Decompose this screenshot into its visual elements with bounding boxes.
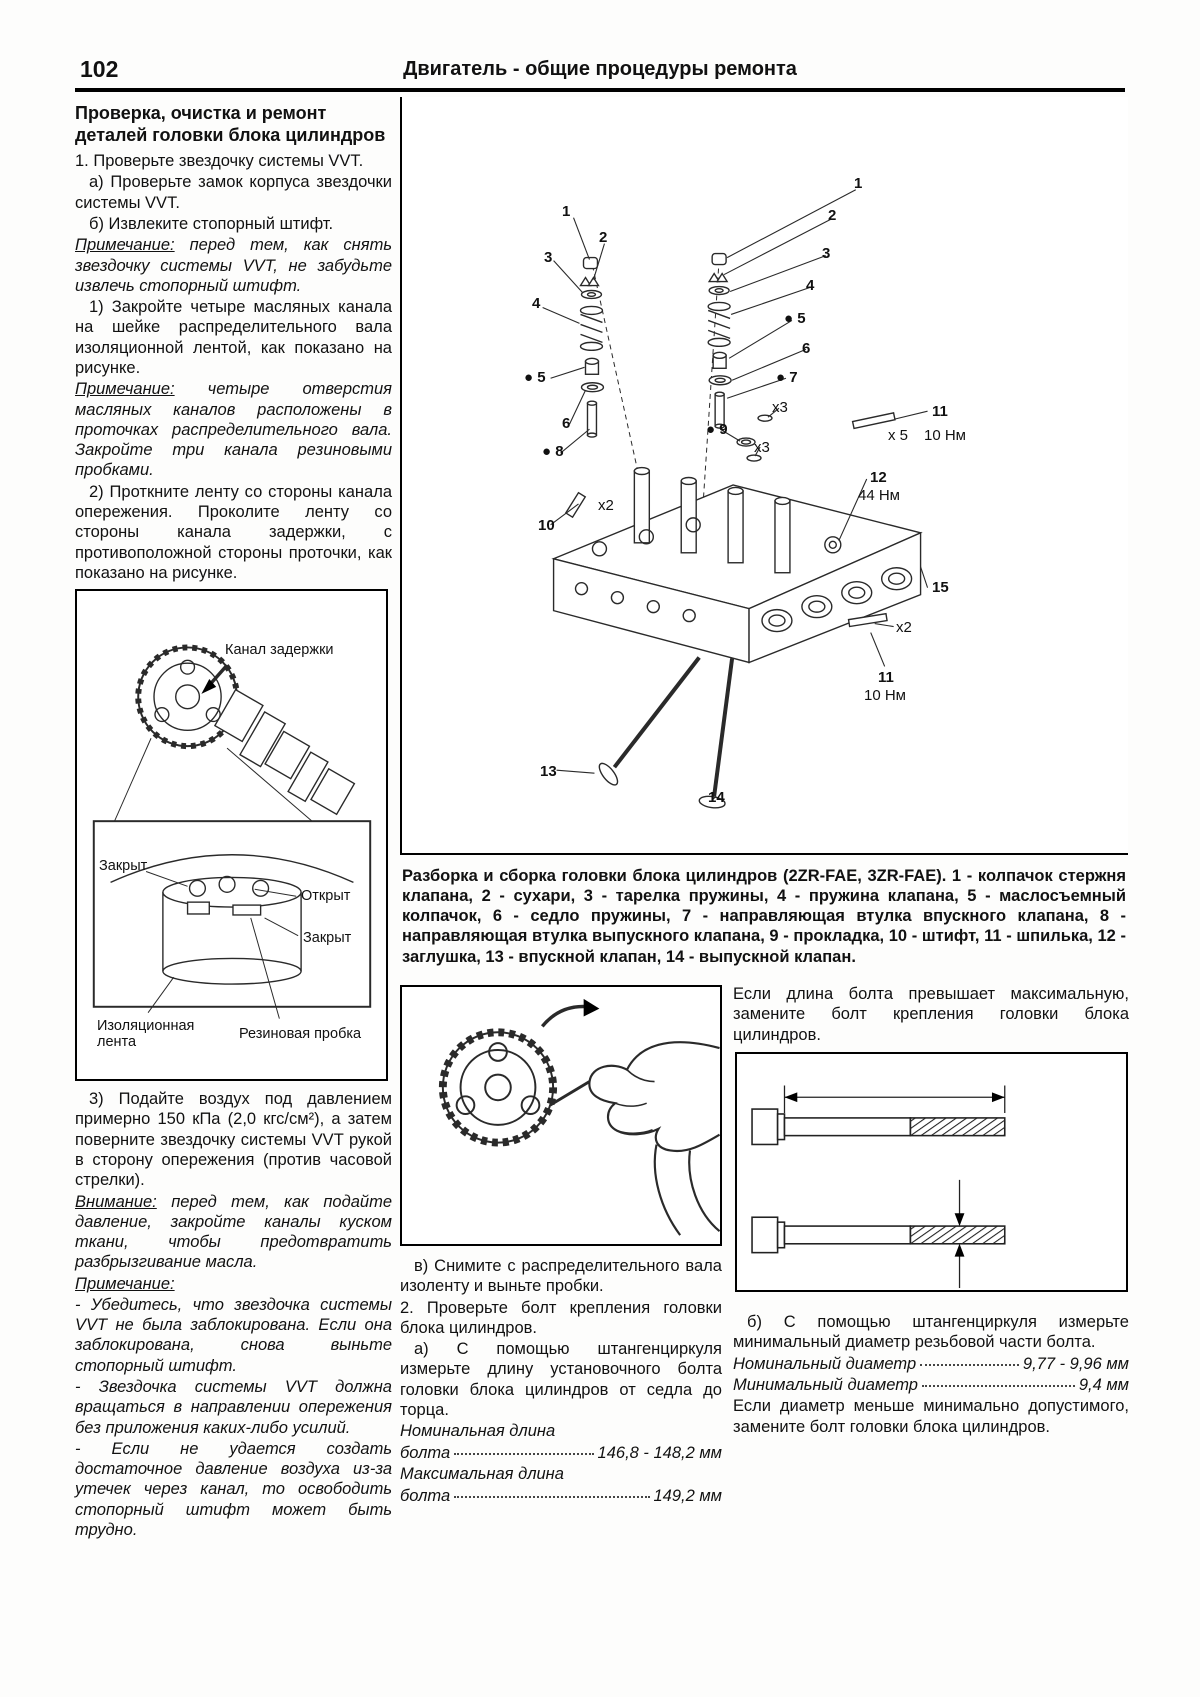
bolt-2-shape xyxy=(752,1217,1005,1252)
hand-shape xyxy=(550,1042,719,1235)
diagram-callout: 4 xyxy=(532,295,541,312)
diameter-warning: Если диаметр меньше минимально допустимого, замените болт головки блока цилиндров. xyxy=(733,1397,1129,1436)
label-insulating-tape: Изоляционная лента xyxy=(97,1018,195,1051)
spec-nominal-length-line xyxy=(400,1443,722,1464)
bottom-middle-column xyxy=(400,1256,722,1507)
diagram-callout: 10 Нм xyxy=(924,427,966,444)
diagram-callout: 1 xyxy=(854,175,863,192)
note-3 xyxy=(75,1274,392,1294)
diagram-callout: 3 xyxy=(544,249,553,266)
spec-max-length-line xyxy=(400,1486,722,1507)
diagram-callout: ● 5 xyxy=(524,369,546,386)
diagram-callout: 15 xyxy=(932,579,949,596)
spec-nominal-length-word: болта xyxy=(400,1443,451,1462)
note-2-text: четыре отверстия масляных каналов расположены в проточках распределительного вала. Закройте три канала резиновыми пробками. xyxy=(75,380,392,480)
vvt-sprocket-shape xyxy=(138,648,237,747)
diagram-callout: x2 xyxy=(598,497,614,514)
step-1b: б) Извлеките стопорный штифт. xyxy=(89,215,334,234)
diagram-callout: x2 xyxy=(896,619,912,636)
step-2b: б) С помощью штангенциркуля измерьте минимальный диаметр резьбовой части болта. xyxy=(733,1313,1129,1352)
spec-max-length-value: 149,2 мм xyxy=(653,1486,722,1505)
spec-min-diameter-label: Минимальный диаметр xyxy=(733,1376,918,1394)
spec-nominal-length-label: Номинальная длина xyxy=(400,1422,556,1441)
spec-max-length-word: болта xyxy=(400,1486,451,1505)
diagram-callout: 10 Нм xyxy=(864,687,906,704)
dotted-leader xyxy=(920,1364,1019,1366)
spec-nominal-diameter-value: 9,77 - 9,96 мм xyxy=(1022,1354,1129,1373)
diagram-callout: x3 xyxy=(754,439,770,456)
delay-channel-arrow-icon xyxy=(201,665,227,694)
diagram-callout: 6 xyxy=(802,340,811,357)
diagram-callout: 14 xyxy=(708,789,725,806)
diagram-callout: ● 8 xyxy=(542,443,564,460)
rotation-arrow-icon xyxy=(542,999,599,1027)
exploded-diagram-callouts xyxy=(402,97,1128,853)
diagram-callout: ● 9 xyxy=(706,421,728,438)
note-2 xyxy=(75,379,392,480)
spec-min-diameter-value: 9,4 мм xyxy=(1078,1376,1129,1394)
camshaft-shape xyxy=(215,690,355,815)
spec-nominal-diameter-line xyxy=(733,1354,1129,1375)
bottom-right-column xyxy=(733,1312,1129,1438)
diagram-callout: ● 7 xyxy=(776,369,798,386)
step-1v: в) Снимите с распределительного вала изоленту и выньте пробки. xyxy=(400,1257,722,1296)
exploded-diagram-panel xyxy=(400,97,1128,855)
length-measure-arrow-icon xyxy=(784,1085,1004,1113)
diagram-callout: 2 xyxy=(599,229,608,246)
note-1-text: перед тем, как снять звездочку системы VVT, не забудьте извлечь стопорный штифт. xyxy=(75,236,392,295)
section-title: Проверка, очистка и ремонт деталей головки блока цилиндров xyxy=(75,103,386,145)
spec-nominal-length-value: 146,8 - 148,2 мм xyxy=(597,1443,722,1462)
page-header-title: Двигатель - общие процедуры ремонта xyxy=(403,58,797,80)
header-rule xyxy=(75,88,1125,92)
note-3-bullet-2: - Звездочка системы VVT должна вращаться в направлении опережения без приложения каких-либо усилий. xyxy=(75,1378,392,1437)
diagram-callout: 12 xyxy=(870,469,887,486)
bolt-measurement-drawing xyxy=(737,1054,1126,1290)
spec-max-length-label: Максимальная длина xyxy=(400,1465,564,1484)
step-1-1: 1) Закройте четыре масляных канала на шейке распределительного вала изоляционной лентой, как показано на рисунке. xyxy=(75,298,392,377)
bolt-measurement-figure xyxy=(735,1052,1128,1292)
hand-sprocket-figure xyxy=(400,985,722,1246)
sprocket-shape xyxy=(443,1032,553,1142)
diagram-caption: Разборка и сборка головки блока цилиндров (2ZR-FAE, 3ZR-FAE). 1 - колпачок стержня клапана, 2 - сухари, 3 - тарелка пружины, 4 - пружина клапана, 5 - маслосъемный колпачок, 6 - седло пружины, 7 - направляющая втулка впускного клапана, 8 - направляющая втулка выпускного клапана, 9 - прокладка, 10 - штифт, 11 - шпилька, 12 - заглушка, 13 - впускной клапан, 14 - выпускной клапан. xyxy=(402,867,1126,966)
note-1-lead: Примечание: xyxy=(75,236,175,255)
diagram-callout: x 5 xyxy=(888,427,909,444)
inner-detail-box xyxy=(94,821,370,1007)
note-2-lead: Примечание: xyxy=(75,380,175,399)
label-delay-channel: Канал задержки xyxy=(225,642,334,659)
vvt-camshaft-drawing xyxy=(77,591,386,1079)
page-number: 102 xyxy=(80,56,119,82)
hand-sprocket-drawing xyxy=(402,987,720,1244)
step-2: 2. Проверьте болт крепления головки блока цилиндров. xyxy=(400,1298,722,1337)
right-top-paragraph-wrap xyxy=(733,984,1129,1046)
diagram-callout: 4 xyxy=(806,277,815,294)
label-closed-left: Закрыт xyxy=(99,858,148,875)
label-closed-right: Закрыт xyxy=(303,930,352,947)
dotted-leader xyxy=(454,1453,593,1455)
diagram-callout: 2 xyxy=(828,207,837,224)
diagram-callout: 11 xyxy=(932,403,948,420)
dotted-leader xyxy=(922,1385,1075,1387)
diagram-callout: ● 5 xyxy=(784,310,806,327)
spec-min-diameter-line xyxy=(733,1375,1129,1396)
diagram-callout: x3 xyxy=(772,399,788,416)
vvt-camshaft-figure xyxy=(75,589,388,1081)
step-1a: а) Проверьте замок корпуса звездочки системы VVT. xyxy=(75,173,392,212)
step-2a: а) С помощью штангенциркуля измерьте длину установочного болта головки блока цилиндров от седла до торца. xyxy=(400,1340,722,1419)
note-3-bullet-1: - Убедитесь, что звездочка системы VVT не была заблокирована. Если она заблокирована, снова выньте стопорный штифт. xyxy=(75,1295,392,1375)
warning xyxy=(75,1192,392,1273)
note-1 xyxy=(75,235,392,296)
step-1-3: 3) Подайте воздух под давлением примерно 150 кПа (2,0 кгс/см²), а затем поверните звездочку системы VVT рукой в сторону опережения (против часовой стрелки). xyxy=(75,1090,392,1190)
diagram-callout: 6 xyxy=(562,415,571,432)
note-3-bullet-3: - Если не удается создать достаточное давление воздуха из-за утечек через канал, то освободить стопорный штифт может быть трудно. xyxy=(75,1439,392,1539)
bolt-length-warning: Если длина болта превышает максимальную, замените болт крепления головки блока цилиндров. xyxy=(733,985,1129,1044)
label-open: Открыт xyxy=(301,888,351,905)
label-rubber-plug: Резиновая пробка xyxy=(239,1026,362,1043)
diagram-callout: 44 Нм xyxy=(858,487,900,504)
diagram-callout: 10 xyxy=(538,517,555,534)
diagram-callout: 3 xyxy=(822,245,831,262)
step-1: 1. Проверьте звездочку системы VVT. xyxy=(75,152,364,171)
diagram-callout: 11 xyxy=(878,669,894,686)
spec-nominal-diameter-label: Номинальный диаметр xyxy=(733,1354,917,1373)
diagram-callout: 1 xyxy=(562,203,571,220)
warning-text: перед тем, как подайте давление, закройте каналы куском ткани, чтобы предотвратить разбрызгивание масла. xyxy=(75,1192,392,1272)
diagram-callout: 13 xyxy=(540,763,557,780)
warning-lead: Внимание: xyxy=(75,1192,157,1211)
dotted-leader xyxy=(454,1496,649,1498)
left-column xyxy=(75,103,392,1541)
bolt-1-shape xyxy=(752,1109,1005,1144)
step-1-2: 2) Проткните ленту со стороны канала опережения. Проколите ленту со стороны канала задержки, с противоположной стороны проточки, как показано на рисунке. xyxy=(75,482,392,582)
note-3-lead: Примечание: xyxy=(75,1274,175,1293)
